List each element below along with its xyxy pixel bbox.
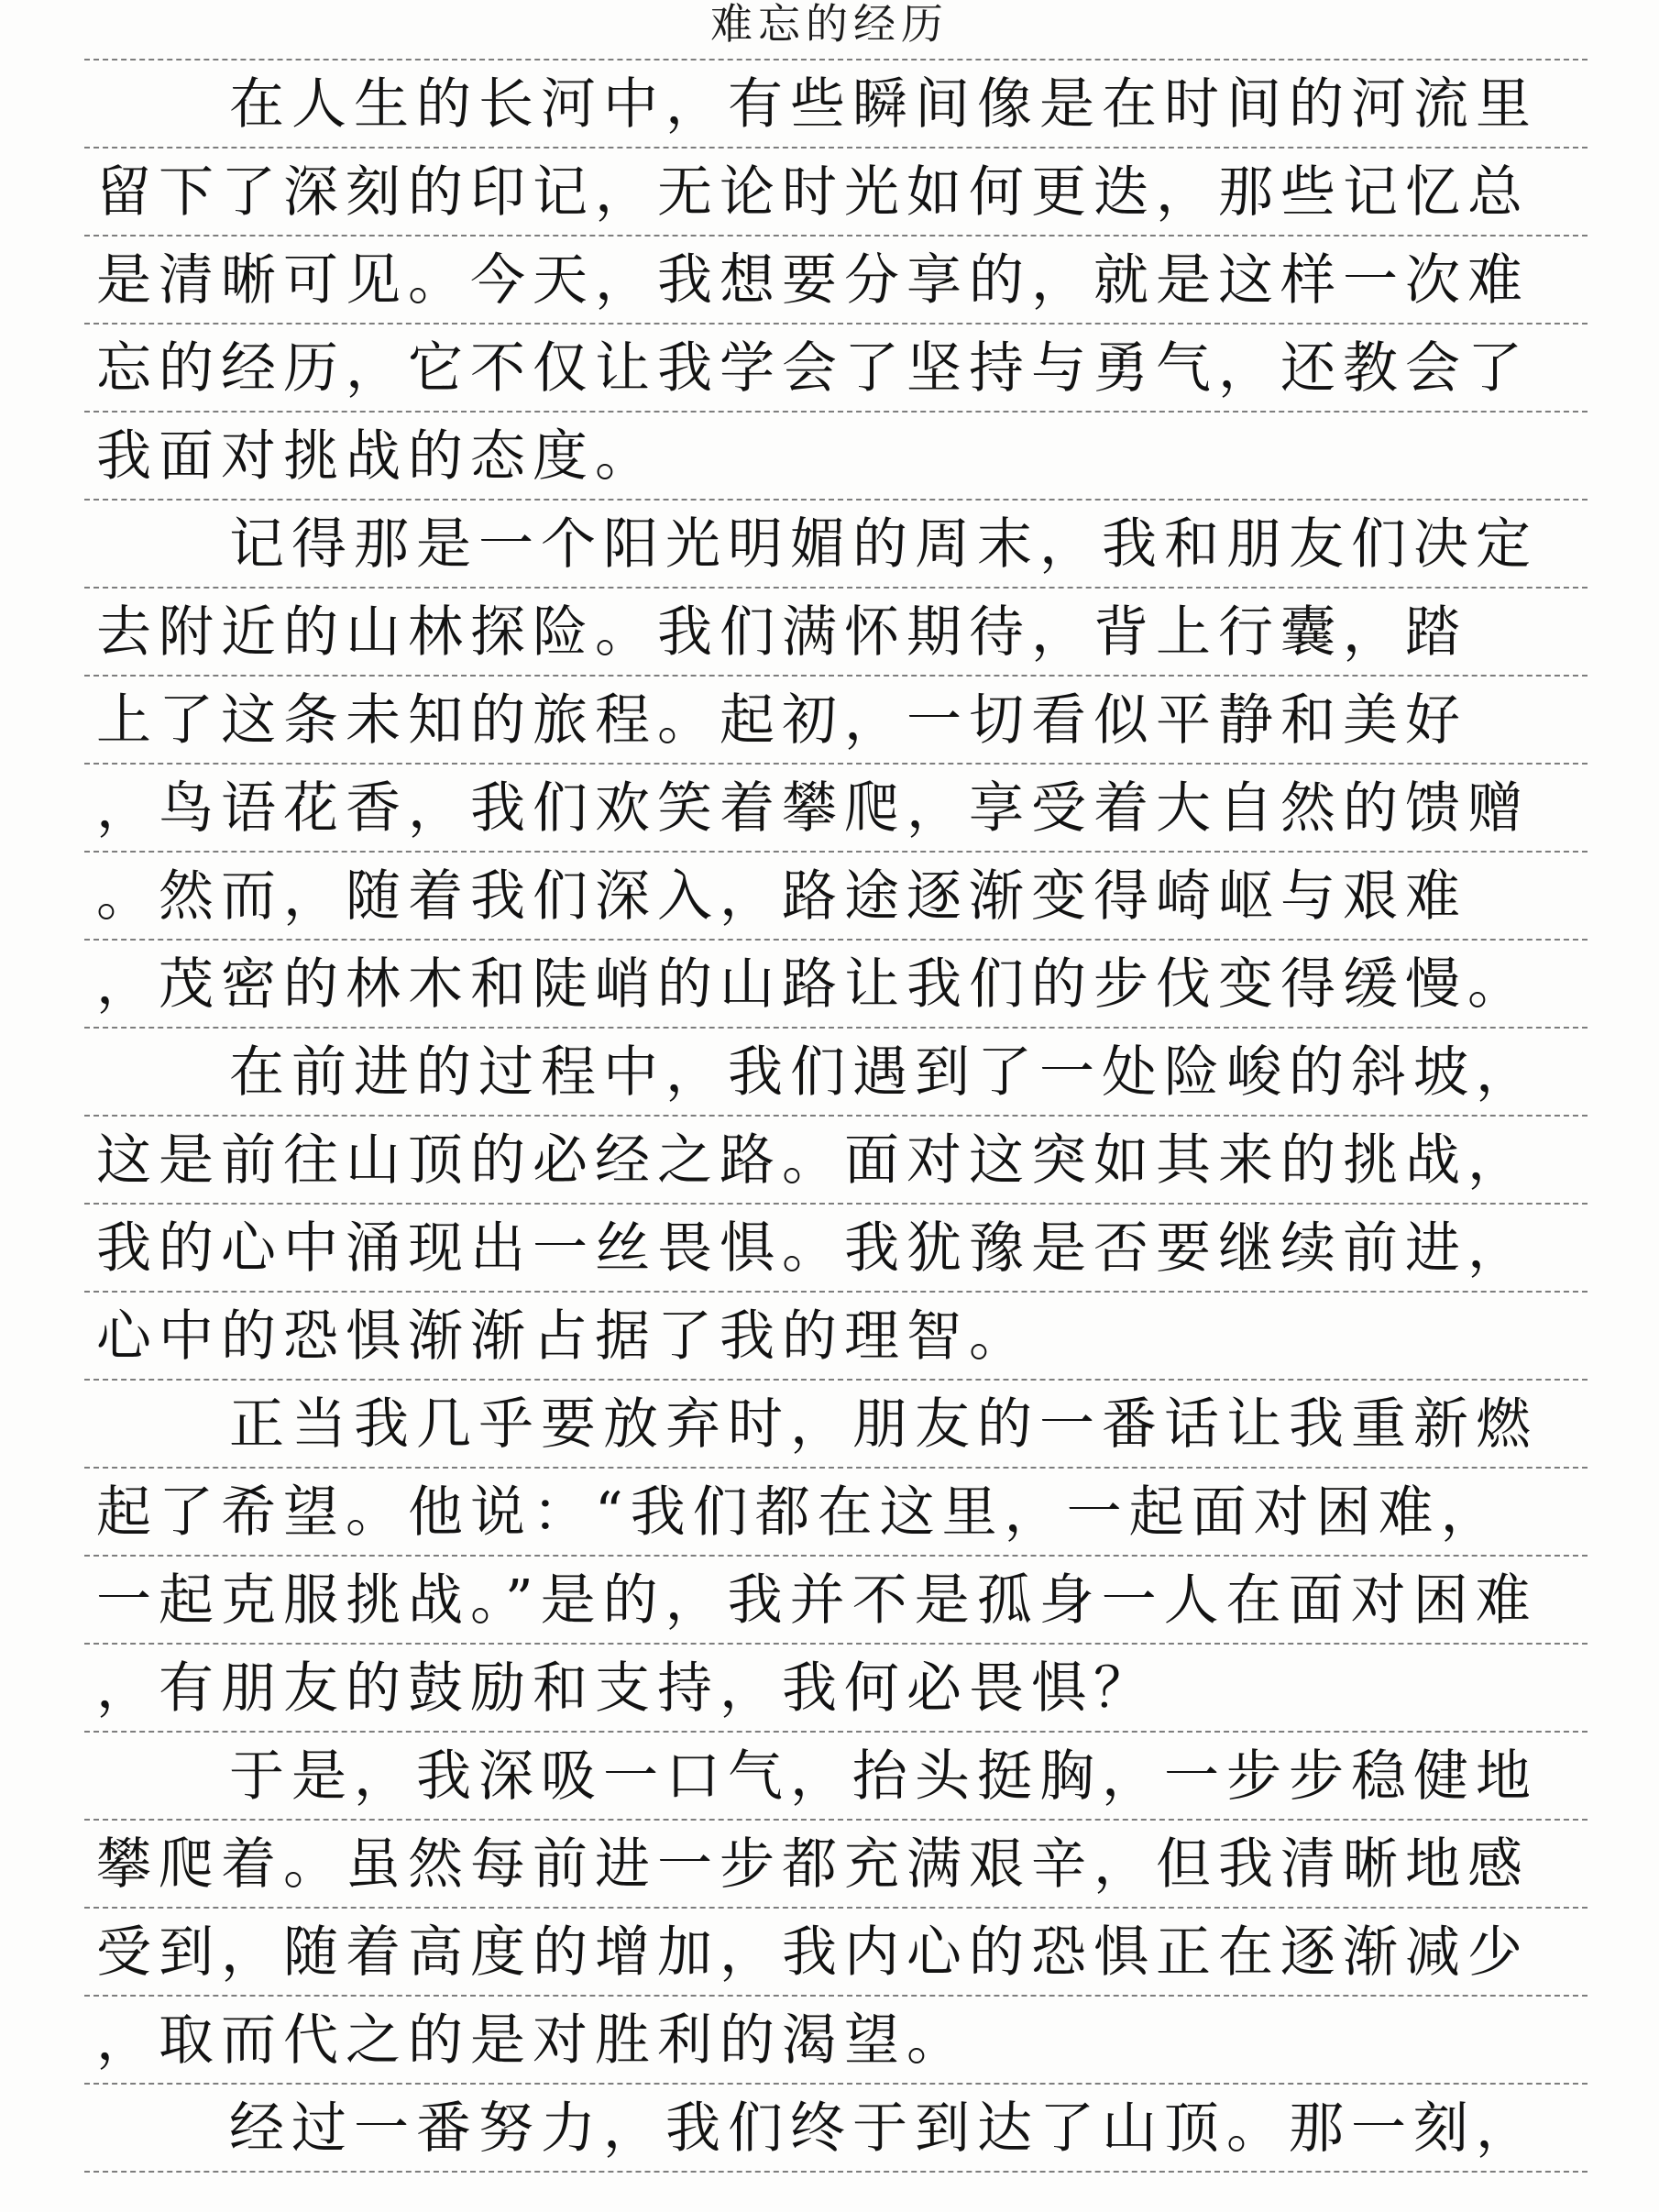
ruled-line — [84, 1907, 1588, 1909]
ruled-line — [84, 1115, 1588, 1117]
text-line: 上了这条未知的旅程。起初，一切看似平静和美好 — [96, 688, 1467, 753]
text-line: 经过一番努力，我们终于到达了山顶。那一刻， — [229, 2096, 1538, 2161]
text-line: 我的心中涌现出一丝畏惧。我犹豫是否要继续前进， — [96, 1216, 1530, 1281]
ruled-line — [84, 1731, 1588, 1733]
text-line: 于是，我深吸一口气，抬头挺胸，一步步稳健地 — [229, 1744, 1538, 1809]
ruled-line — [84, 59, 1588, 61]
ruled-line — [84, 763, 1588, 765]
ruled-line — [84, 499, 1588, 501]
text-line: 受到，随着高度的增加，我内心的恐惧正在逐渐减少 — [96, 1920, 1530, 1985]
ruled-line — [84, 1203, 1588, 1205]
text-line: 在人生的长河中，有些瞬间像是在时间的河流里 — [229, 72, 1538, 137]
text-line: 。然而，随着我们深入，路途逐渐变得崎岖与艰难 — [96, 864, 1467, 929]
text-line: 留下了深刻的印记，无论时光如何更迭，那些记忆总 — [96, 160, 1530, 225]
text-line: 攀爬着。虽然每前进一步都充满艰辛，但我清晰地感 — [96, 1832, 1530, 1897]
text-line: 是清晰可见。今天，我想要分享的，就是这样一次难 — [96, 248, 1530, 313]
text-line: 我面对挑战的态度。 — [96, 424, 657, 489]
text-line: ，茂密的林木和陡峭的山路让我们的步伐变得缓慢。 — [96, 952, 1530, 1017]
text-line: ，有朋友的鼓励和支持，我何必畏惧？ — [96, 1656, 1156, 1721]
ruled-line — [84, 323, 1588, 325]
text-line: 心中的恐惧渐渐占据了我的理智。 — [96, 1304, 1031, 1369]
ruled-line — [84, 411, 1588, 413]
text-line: ，取而代之的是对胜利的渴望。 — [96, 2008, 969, 2073]
ruled-line — [84, 675, 1588, 677]
ruled-line — [84, 1291, 1588, 1293]
ruled-line — [84, 1995, 1588, 1997]
ruled-line — [84, 939, 1588, 941]
text-line: 在前进的过程中，我们遇到了一处险峻的斜坡， — [229, 1040, 1538, 1105]
text-line: 一起克服挑战。”是的，我并不是孤身一人在面对困难 — [96, 1568, 1538, 1633]
ruled-line — [84, 2171, 1588, 2173]
ruled-line — [84, 1027, 1588, 1029]
ruled-line — [84, 1467, 1588, 1469]
ruled-line — [84, 1379, 1588, 1381]
text-line: ，鸟语花香，我们欢笑着攀爬，享受着大自然的馈赠 — [96, 776, 1530, 841]
ruled-line — [84, 1819, 1588, 1821]
ruled-line — [84, 235, 1588, 237]
text-line: 去附近的山林探险。我们满怀期待，背上行囊，踏 — [96, 600, 1467, 665]
ruled-line — [84, 1643, 1588, 1645]
text-line: 忘的经历，它不仅让我学会了坚持与勇气，还教会了 — [96, 336, 1530, 401]
text-line: 起了希望。他说：“我们都在这里，一起面对困难， — [96, 1480, 1503, 1545]
text-line: 正当我几乎要放弃时，朋友的一番话让我重新燃 — [229, 1392, 1538, 1457]
essay-title: 难忘的经历 — [710, 0, 949, 49]
ruled-line — [84, 851, 1588, 853]
ruled-line — [84, 147, 1588, 149]
text-line: 这是前往山顶的必经之路。面对这突如其来的挑战， — [96, 1128, 1530, 1193]
ruled-line — [84, 587, 1588, 589]
ruled-line — [84, 2083, 1588, 2085]
text-line: 记得那是一个阳光明媚的周末，我和朋友们决定 — [229, 512, 1538, 577]
ruled-line — [84, 1555, 1588, 1557]
